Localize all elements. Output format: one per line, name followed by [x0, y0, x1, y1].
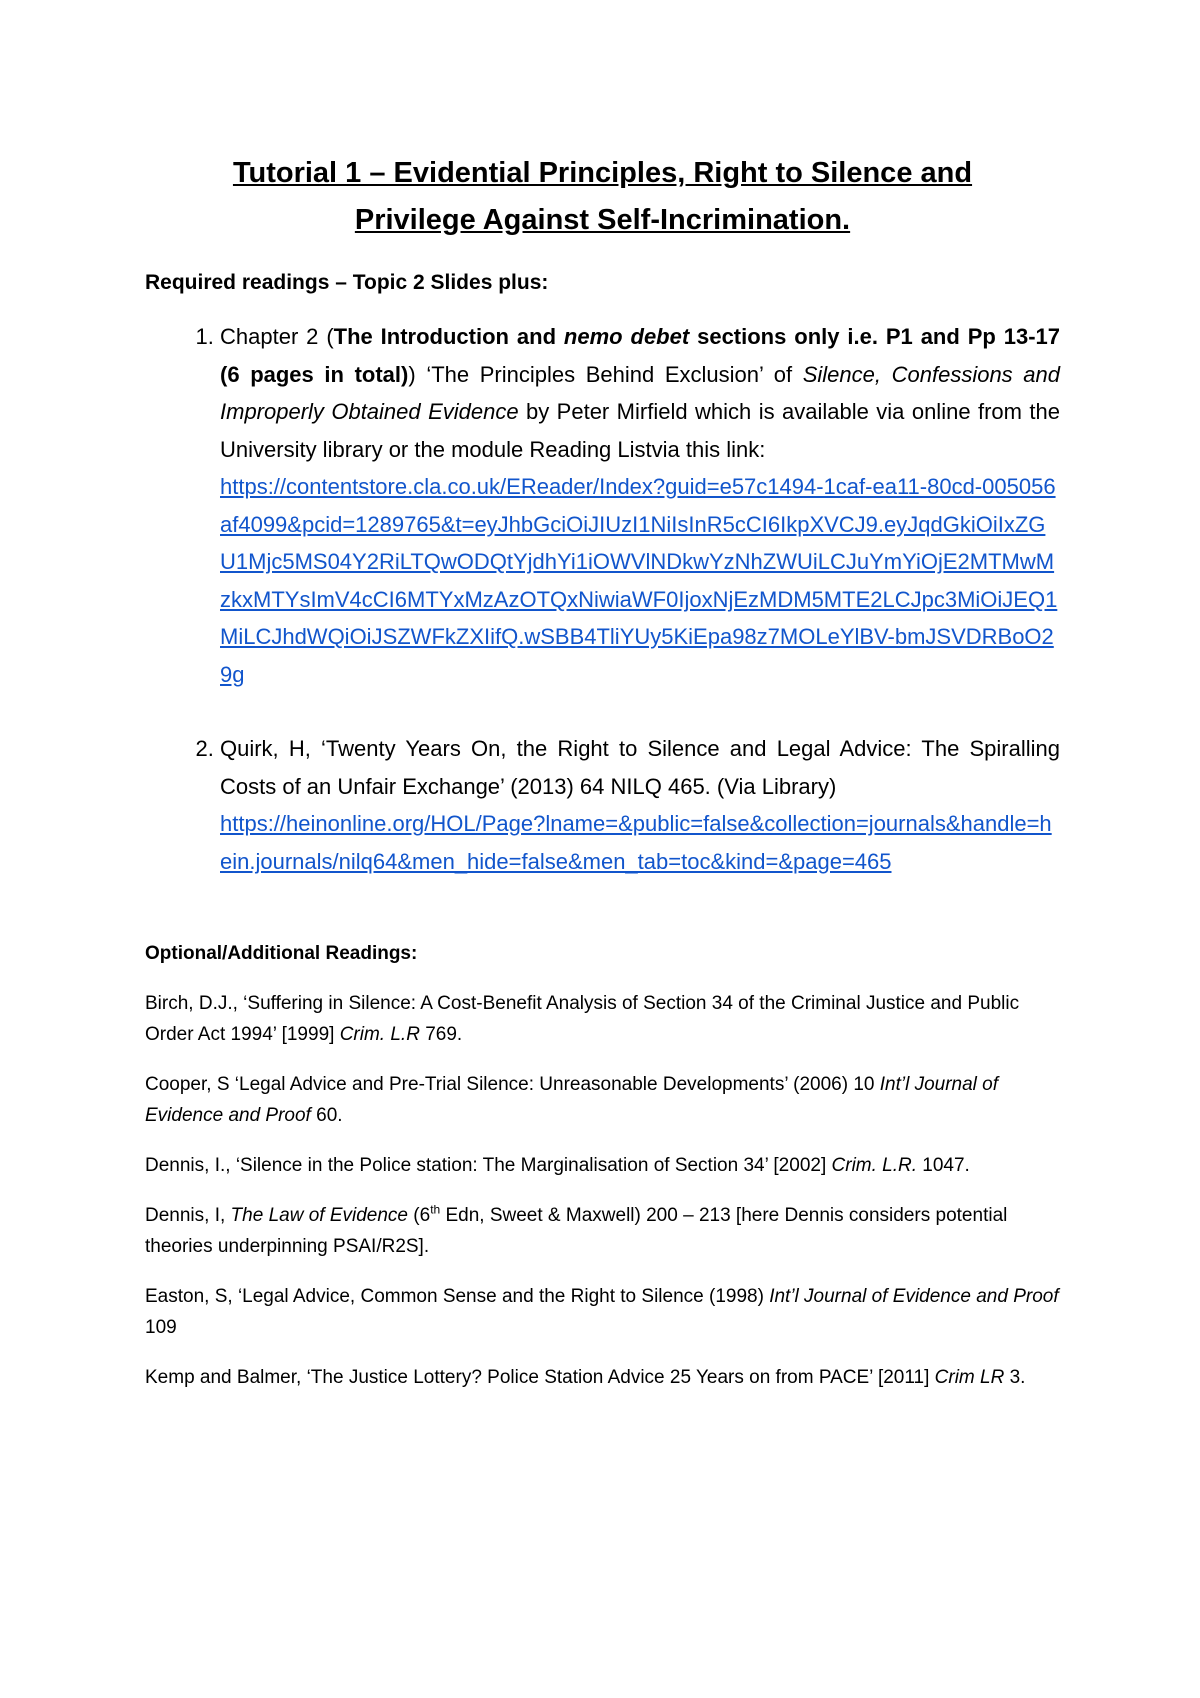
list-item: 1. Chapter 2 (The Introduction and nemo debet sections only i.e. P1 and Pp 13-17 (6 pages in total)) ‘The Principles Behind Exclusion’ of Silence, Confessions and Improperly Obtained Evidence by Peter Mirfield which is available via online from the University library or the module Reading Listvia this link: https://contentstore.cla.co.uk/EReader/Index?guid=e57c1494-1caf-ea11-80cd-005056af4099&pcid=1289765&t=eyJhbGciOiJIUzI1NiIsInR5cCI6IkpXVCJ9.eyJqdGkiOiIxZGU1Mjc5MS04Y2RiLTQwODQtYjdhYi1iOWVlNDkwYzNhZWUiLCJuYmYiOjE2MTMwMzkxMTYsImV4cCI6MTYxMzAzOTQxNiwiaWF0IjoxNjEzMDM5MTE2LCJpc3MiOiJEQ1MiLCJhdWQiOiJSZWFkZXIifQ.wSBB4TliYUy5KiEpa98z7MOLeYlBV-bmJSVDRBoO29g: [220, 318, 1060, 693]
required-readings-list: [145, 318, 1060, 880]
reference-cooper: Cooper, S ‘Legal Advice and Pre-Trial Silence: Unreasonable Developments’ (2006) 10 Int’l Journal of Evidence and Proof 60.: [145, 1074, 999, 1126]
page-title: [145, 150, 1060, 244]
heinonline-link[interactable]: https://heinonline.org/HOL/Page?lname=&public=false&collection=journals&handle=hein.journals/nilq64&men_hide=false&men_tab=toc&kind=&page=465: [220, 811, 1052, 874]
reference-birch: Birch, D.J., ‘Suffering in Silence: A Cost-Benefit Analysis of Section 34 of the Criminal Justice and Public Order Act 1994’ [1999] Crim. L.R 769.: [145, 993, 1020, 1045]
reference-dennis-2002: Dennis, I., ‘Silence in the Police station: The Marginalisation of Section 34’ [2002] Crim. L.R. 1047.: [145, 1155, 970, 1176]
reference-dennis-law-of-evidence: Dennis, I, The Law of Evidence (6th Edn, Sweet & Maxwell) 200 – 213 [here Dennis considers potential theories underpinning PSAI/R2S].: [145, 1202, 1008, 1257]
optional-readings-heading: Optional/Additional Readings:: [145, 943, 418, 964]
title-line-2: Privilege Against Self-Incrimination.: [354, 204, 851, 236]
reference-easton: Easton, S, ‘Legal Advice, Common Sense and the Right to Silence (1998) Int’l Journal of Evidence and Proof 109: [145, 1286, 1059, 1338]
required-readings-heading: Required readings – Topic 2 Slides plus:: [145, 271, 549, 294]
cla-reader-link[interactable]: https://contentstore.cla.co.uk/EReader/Index?guid=e57c1494-1caf-ea11-80cd-005056af4099&pcid=1289765&t=eyJhbGciOiJIUzI1NiIsInR5cCI6IkpXVCJ9.eyJqdGkiOiIxZGU1Mjc5MS04Y2RiLTQwODQtYjdhYi1iOWVlNDkwYzNhZWUiLCJuYmYiOjE2MTMwMzkxMTYsImV4cCI6MTYxMzAzOTQxNiwiaWF0IjoxNjEzMDM5MTE2LCJpc3MiOiJEQ1MiLCJhdWQiOiJSZWFkZXIifQ.wSBB4TliYUy5KiEpa98z7MOLeYlBV-bmJSVDRBoO29g: [220, 474, 1058, 687]
reference-kemp-balmer: Kemp and Balmer, ‘The Justice Lottery? Police Station Advice 25 Years on from PACE’ [2011] Crim LR 3.: [145, 1367, 1026, 1388]
title-line-1: Tutorial 1 – Evidential Principles, Right to Silence and: [232, 157, 973, 189]
list-item: 2. Quirk, H, ‘Twenty Years On, the Right to Silence and Legal Advice: The Spiralling Costs of an Unfair Exchange’ (2013) 64 NILQ 465. (Via Library) https://heinonline.org/HOL/Page?lname=&public=false&collection=journals&handle=hein.journals/nilq64&men_hide=false&men_tab=toc&kind=&page=465: [220, 730, 1060, 880]
